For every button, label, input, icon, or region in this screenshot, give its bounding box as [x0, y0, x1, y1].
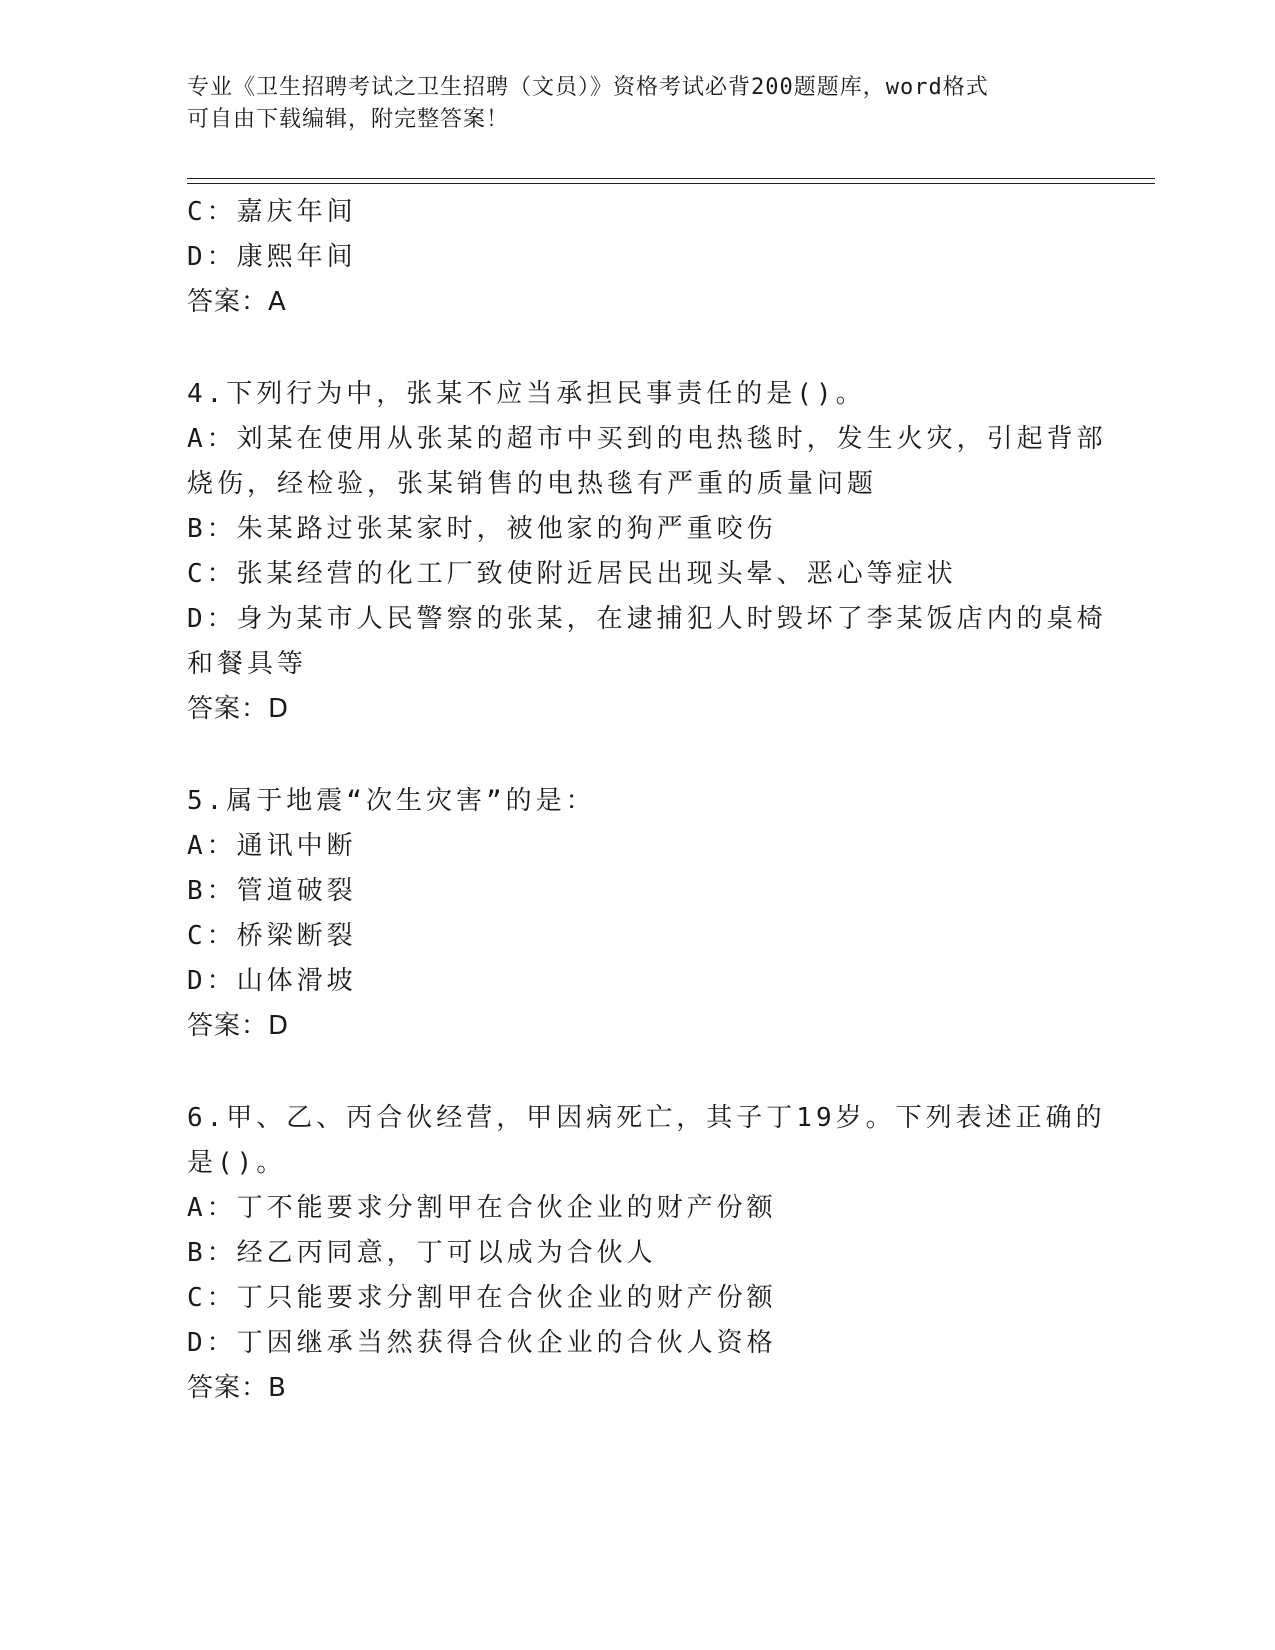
q4-answer: 答案：D [187, 694, 290, 724]
q5-answer: 答案：D [187, 1011, 290, 1041]
q5-option-a: A：通讯中断 [187, 831, 357, 861]
header-rule-bottom [187, 183, 1155, 184]
q5-option-b: B：管道破裂 [187, 876, 357, 906]
spacer [187, 1049, 1087, 1096]
q4-stem: 4.下列行为中，张某不应当承担民事责任的是()。 [187, 379, 866, 409]
spacer [187, 325, 1087, 372]
q3-option-c: C：嘉庆年间 [187, 197, 357, 227]
q6-stem-line-2: 是()。 [187, 1148, 287, 1178]
q6-option-d: D：丁因继承当然获得合伙企业的合伙人资格 [187, 1328, 777, 1358]
q6-option-b: B：经乙丙同意，丁可以成为合伙人 [187, 1238, 657, 1268]
q4-option-b: B：朱某路过张某家时，被他家的狗严重咬伤 [187, 514, 777, 544]
q3-option-d: D：康熙年间 [187, 242, 357, 272]
header-line-1: 专业《卫生招聘考试之卫生招聘（文员）》资格考试必背200题题库，word格式 [187, 75, 989, 100]
q4-option-d-line-2: 和餐具等 [187, 649, 308, 679]
q5-option-d: D：山体滑坡 [187, 966, 357, 996]
q5-option-c: C：桥梁断裂 [187, 921, 357, 951]
q4-option-a-line-2: 烧伤，经检验，张某销售的电热毯有严重的质量问题 [187, 469, 878, 499]
q3-answer: 答案：A [187, 287, 287, 317]
document-header [187, 72, 1067, 136]
header-rule-top [187, 178, 1155, 179]
q4-option-d-line-1: D：身为某市人民警察的张某，在逮捕犯人时毁坏了李某饭店内的桌椅 [187, 604, 1107, 634]
spacer [187, 732, 1087, 779]
q6-stem-line-1: 6.甲、乙、丙合伙经营，甲因病死亡，其子丁19岁。下列表述正确的 [187, 1103, 1106, 1133]
question-list [187, 190, 1107, 1411]
q4-option-a-line-1: A：刘某在使用从张某的超市中买到的电热毯时，发生火灾，引起背部 [187, 424, 1107, 454]
q5-stem: 5.属于地震“次生灾害”的是： [187, 786, 596, 816]
header-line-2: 可自由下载编辑，附完整答案！ [187, 107, 510, 132]
q4-option-c: C：张某经营的化工厂致使附近居民出现头晕、恶心等症状 [187, 559, 957, 589]
q6-option-c: C：丁只能要求分割甲在合伙企业的财产份额 [187, 1283, 777, 1313]
q6-option-a: A：丁不能要求分割甲在合伙企业的财产份额 [187, 1193, 777, 1223]
q6-answer: 答案：B [187, 1373, 287, 1403]
